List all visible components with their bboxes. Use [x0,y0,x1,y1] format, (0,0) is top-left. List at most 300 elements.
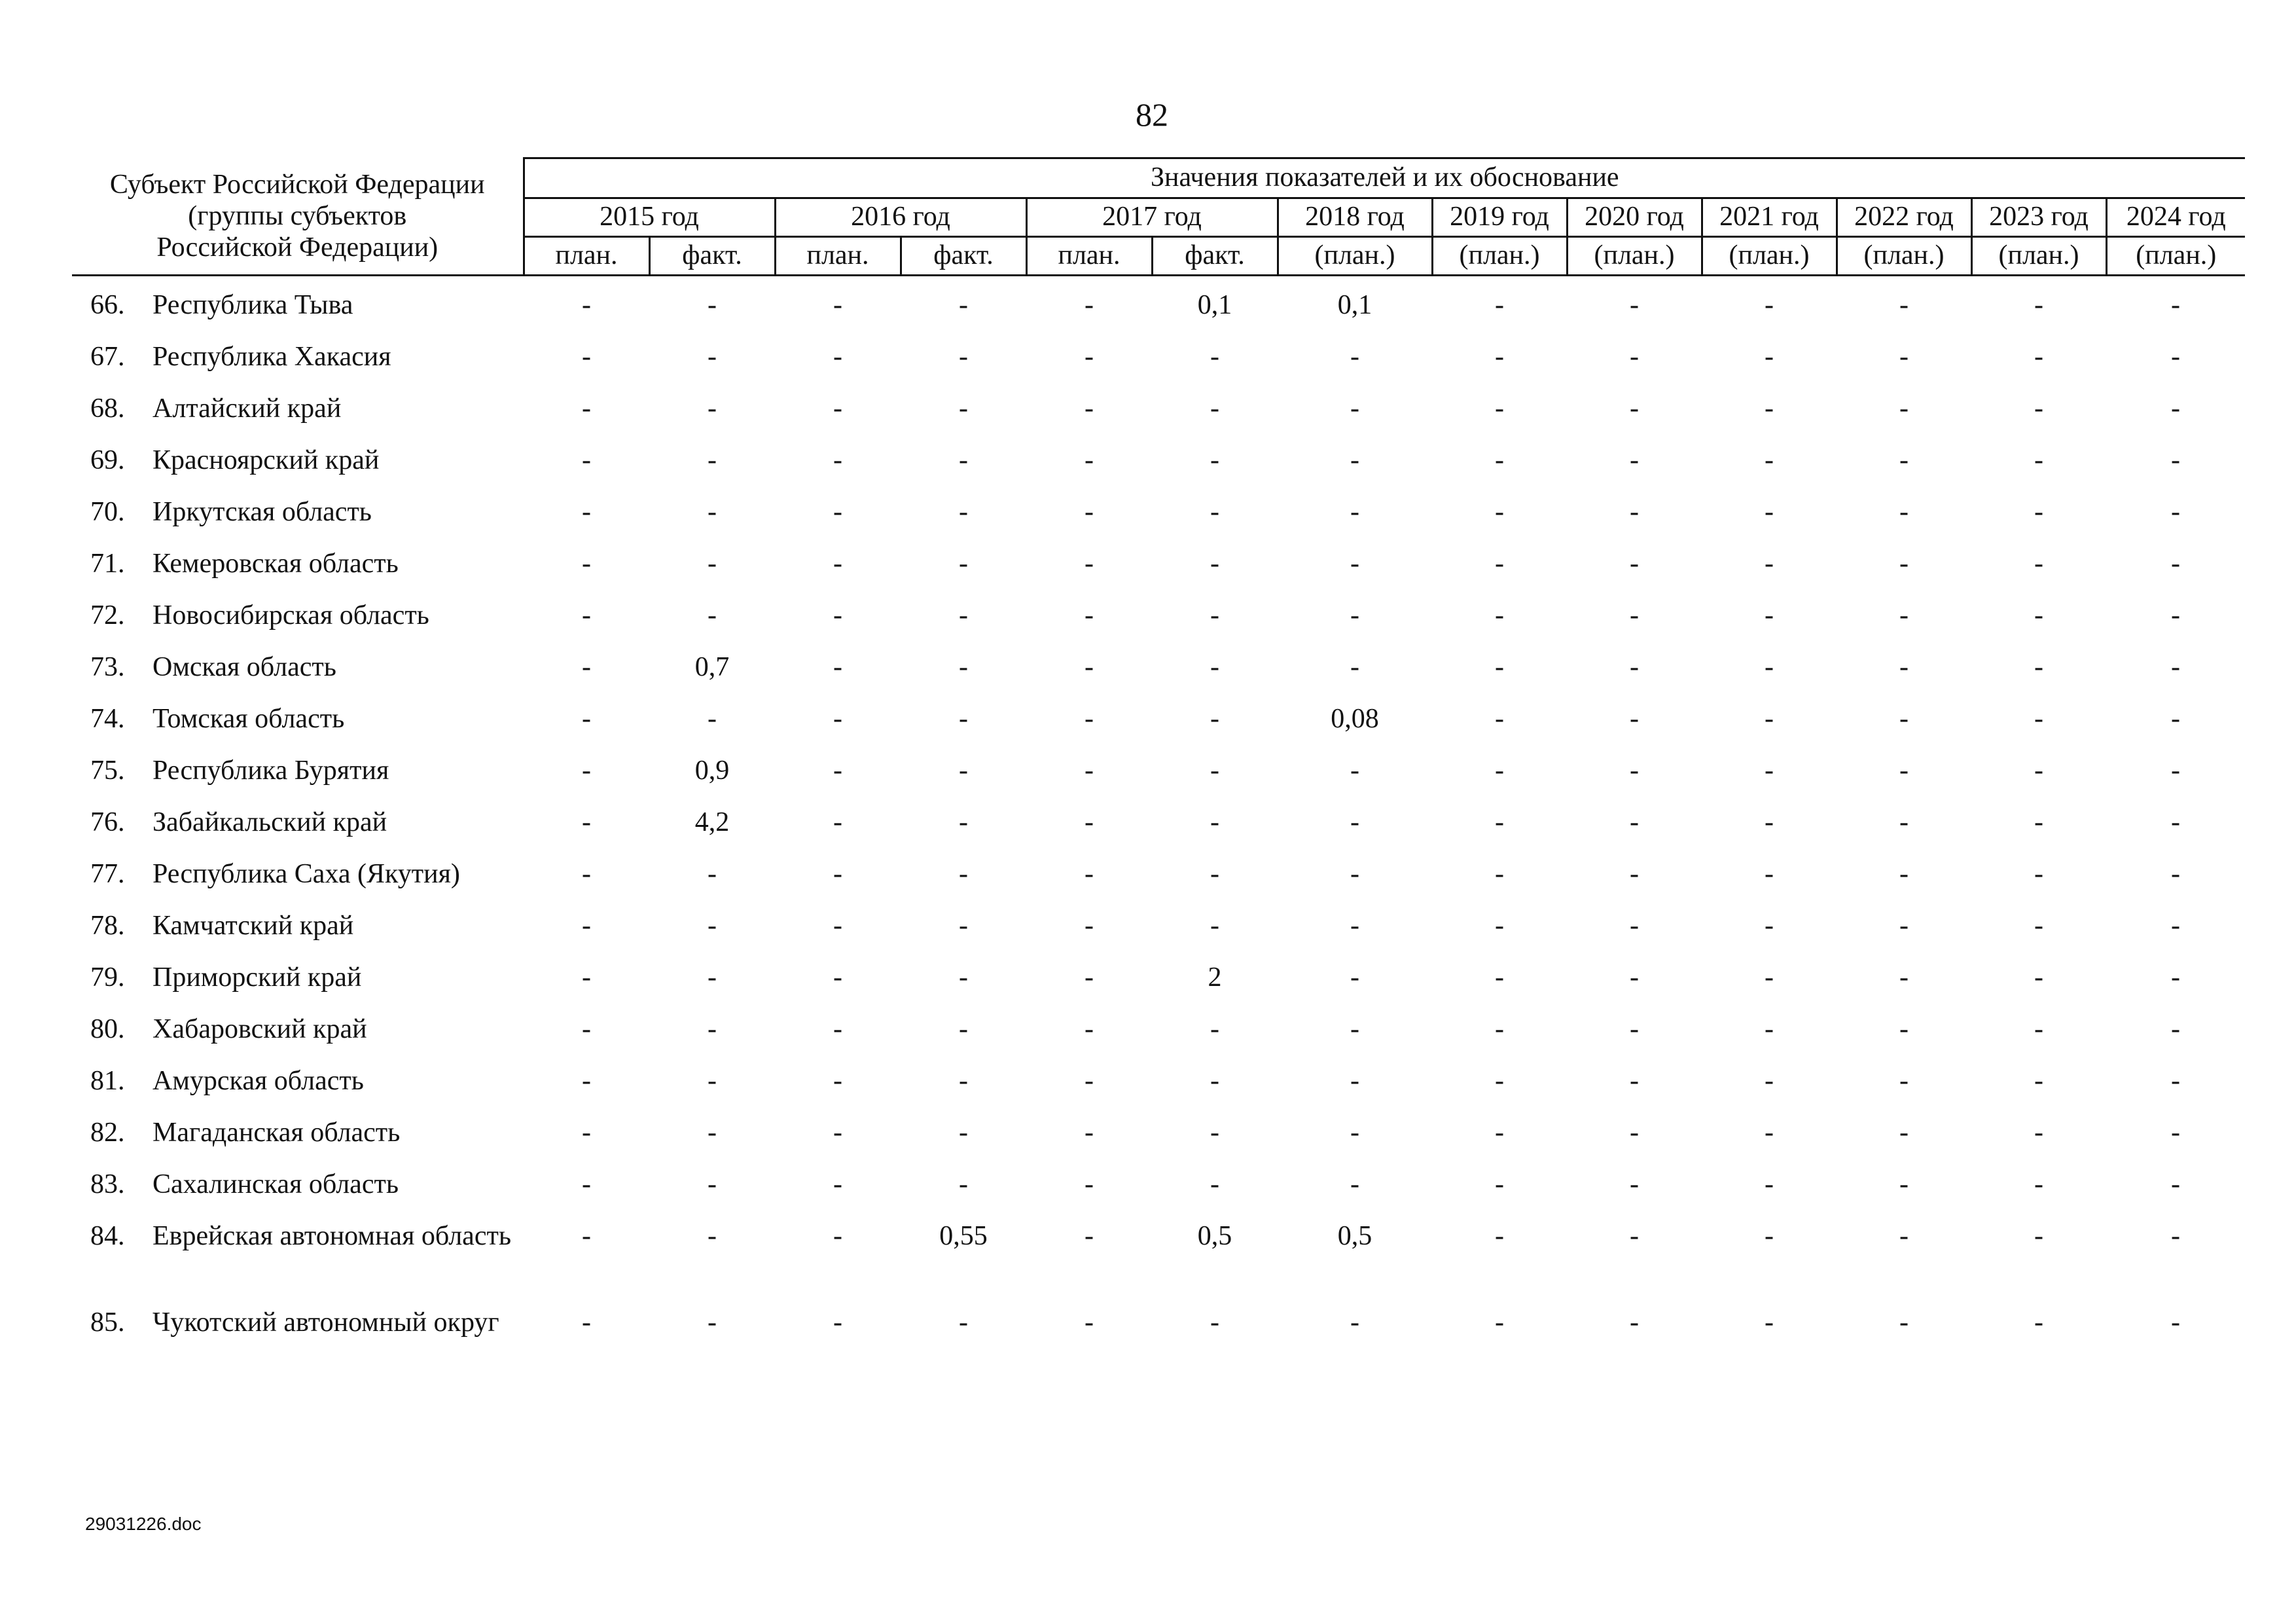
value-cell: - [1210,911,1219,941]
value-cell: - [1350,1066,1359,1096]
value-cell: - [1085,549,1094,579]
value-cell: - [582,393,591,424]
value-cell: - [1899,600,1909,630]
value-cell: - [1899,1014,1909,1044]
document-filename: 29031226.doc [85,1514,202,1534]
value-cell: - [1495,549,1504,579]
value-cell: 0,9 [694,756,730,786]
table-row [72,1064,2245,1116]
year-header: 2017 год [1026,198,1278,237]
value-cell: - [1085,497,1094,527]
value-cell: - [833,497,842,527]
plan-header: (план.) [1432,237,1567,276]
value-cell: - [959,859,968,889]
value-cell: - [582,1221,591,1251]
table-row [72,547,2245,598]
value-cell: - [1495,393,1504,424]
value-cell: - [2034,1014,2043,1044]
value-cell: - [1350,911,1359,941]
value-cell: - [1495,1221,1504,1251]
table-body [72,288,2245,1392]
value-cell: - [1630,549,1639,579]
row-number: 81. [90,1066,125,1096]
year-header: 2023 год [1971,198,2106,237]
value-cell: - [833,962,842,993]
value-cell: 0,08 [1331,704,1379,734]
value-cell: - [1210,445,1219,475]
subject-header-line: (группы субъектов [188,201,407,232]
subject-column-header [72,158,524,276]
value-cell: - [959,393,968,424]
value-cell: - [1765,1307,1774,1338]
value-cell: - [2034,393,2043,424]
value-cell: - [2171,652,2180,682]
value-cell: - [1765,807,1774,837]
table-row [72,805,2245,857]
value-cell: - [959,911,968,941]
value-cell: - [1630,652,1639,682]
value-cell: - [833,859,842,889]
value-cell: - [582,962,591,993]
value-cell: - [1350,393,1359,424]
value-cell: - [2034,549,2043,579]
table-row [72,443,2245,495]
row-number: 85. [90,1307,125,1338]
table-row [72,754,2245,805]
value-cell: - [833,1014,842,1044]
value-cell: - [708,704,717,734]
table-row [72,1305,2245,1392]
value-cell: - [708,1118,717,1148]
table-row [72,857,2245,909]
value-cell: - [1495,290,1504,320]
value-cell: - [1495,859,1504,889]
value-cell: - [708,600,717,630]
value-cell: - [1495,807,1504,837]
value-cell: - [959,807,968,837]
value-cell: - [1210,393,1219,424]
value-cell: - [2034,962,2043,993]
values-header: Значения показателей и их обоснование [524,158,2245,198]
fact-header: факт. [1152,237,1278,276]
value-cell: - [708,962,717,993]
value-cell: - [2034,342,2043,372]
row-number: 83. [90,1169,125,1199]
value-cell: - [1210,600,1219,630]
value-cell: - [582,497,591,527]
table-row [72,340,2245,392]
value-cell: - [959,962,968,993]
value-cell: - [1085,962,1094,993]
value-cell: - [2171,497,2180,527]
plan-header: план. [1026,237,1152,276]
value-cell: - [833,290,842,320]
subject-name: Омская область [152,652,336,682]
value-cell: - [959,1169,968,1199]
value-cell: - [959,497,968,527]
subject-name: Еврейская автономная область [152,1221,511,1251]
value-cell: - [2171,1066,2180,1096]
value-cell: - [1495,756,1504,786]
subject-name: Томская область [152,704,345,734]
value-cell: - [708,1221,717,1251]
value-cell: - [2171,1221,2180,1251]
row-number: 68. [90,393,125,424]
value-cell: - [582,1014,591,1044]
value-cell: - [959,1307,968,1338]
subject-name: Чукотский автономный округ [152,1307,499,1338]
plan-header: (план.) [1837,237,1971,276]
year-header: 2019 год [1432,198,1567,237]
value-cell: - [1765,393,1774,424]
value-cell: - [1765,342,1774,372]
subject-name: Сахалинская область [152,1169,399,1199]
value-cell: - [1350,756,1359,786]
value-cell: - [1899,756,1909,786]
value-cell: - [833,807,842,837]
value-cell: - [1085,1014,1094,1044]
page-number: 82 [1136,96,1168,133]
value-cell: - [1210,1066,1219,1096]
value-cell: - [1210,652,1219,682]
value-cell: - [708,342,717,372]
value-cell: - [1899,342,1909,372]
value-cell: - [708,290,717,320]
value-cell: - [708,445,717,475]
subject-name: Камчатский край [152,911,354,941]
value-cell: - [1210,1118,1219,1148]
value-cell: - [2171,911,2180,941]
value-cell: - [1085,290,1094,320]
value-cell: - [1495,962,1504,993]
row-number: 78. [90,911,125,941]
value-cell: - [1630,342,1639,372]
value-cell: - [833,756,842,786]
value-cell: - [1210,1169,1219,1199]
plan-header: план. [524,237,649,276]
value-cell: - [2034,1169,2043,1199]
value-cell: 0,5 [1337,1221,1372,1251]
value-cell: - [1899,807,1909,837]
row-number: 82. [90,1118,125,1148]
subject-name: Республика Бурятия [152,756,389,786]
value-cell: - [1899,652,1909,682]
value-cell: - [1495,911,1504,941]
row-number: 73. [90,652,125,682]
value-cell: - [1630,859,1639,889]
value-cell: - [2034,807,2043,837]
value-cell: - [1899,549,1909,579]
value-cell: - [1630,962,1639,993]
value-cell: - [1899,1169,1909,1199]
value-cell: - [1085,756,1094,786]
value-cell: - [833,704,842,734]
value-cell: - [708,1066,717,1096]
row-number: 79. [90,962,125,993]
value-cell: - [1899,445,1909,475]
value-cell: - [1495,704,1504,734]
row-number: 67. [90,342,125,372]
value-cell: - [1210,859,1219,889]
value-cell: 0,5 [1197,1221,1232,1251]
value-cell: - [1085,342,1094,372]
value-cell: - [708,497,717,527]
value-cell: - [833,911,842,941]
value-cell: - [1210,704,1219,734]
value-cell: - [1899,393,1909,424]
value-cell: - [833,1066,842,1096]
value-cell: - [1350,962,1359,993]
value-cell: - [2171,1169,2180,1199]
value-cell: - [959,549,968,579]
value-cell: - [708,911,717,941]
value-cell: - [1350,652,1359,682]
value-cell: - [1350,600,1359,630]
value-cell: - [1350,1169,1359,1199]
subject-name: Амурская область [152,1066,364,1096]
value-cell: - [1085,652,1094,682]
value-cell: - [582,652,591,682]
value-cell: - [1630,1066,1639,1096]
value-cell: - [959,342,968,372]
value-cell: - [2171,445,2180,475]
value-cell: - [2171,756,2180,786]
value-cell: - [959,1066,968,1096]
value-cell: - [833,1118,842,1148]
value-cell: - [1350,1014,1359,1044]
value-cell: - [1899,290,1909,320]
value-cell: - [582,756,591,786]
value-cell: 2 [1208,962,1222,993]
value-cell: - [2034,911,2043,941]
value-cell: - [833,342,842,372]
value-cell: - [1085,859,1094,889]
value-cell: - [1495,1014,1504,1044]
value-cell: 0,7 [694,652,730,682]
value-cell: - [1085,911,1094,941]
year-header: 2024 год [2106,198,2245,237]
value-cell: - [833,445,842,475]
value-cell: - [1630,1118,1639,1148]
value-cell: - [2034,1307,2043,1338]
row-number: 70. [90,497,125,527]
subject-name: Республика Саха (Якутия) [152,859,460,889]
value-cell: - [833,600,842,630]
value-cell: - [2171,1118,2180,1148]
value-cell: 4,2 [694,807,730,837]
value-cell: - [708,549,717,579]
value-cell: - [1210,497,1219,527]
value-cell: - [2034,290,2043,320]
value-cell: - [1210,756,1219,786]
value-cell: - [1210,342,1219,372]
subject-name: Хабаровский край [152,1014,367,1044]
table-row [72,1219,2245,1305]
table-row [72,1116,2245,1167]
value-cell: 0,55 [939,1221,988,1251]
table-row [72,650,2245,702]
value-cell: 0,1 [1337,290,1372,320]
fact-header: факт. [649,237,775,276]
value-cell: - [1765,704,1774,734]
value-cell: - [1765,1169,1774,1199]
row-number: 72. [90,600,125,630]
value-cell: - [1899,859,1909,889]
value-cell: - [833,652,842,682]
subject-name: Кемеровская область [152,549,399,579]
value-cell: - [1350,445,1359,475]
value-cell: - [959,290,968,320]
value-cell: - [1495,652,1504,682]
value-cell: - [959,445,968,475]
value-cell: - [1630,756,1639,786]
value-cell: - [959,756,968,786]
year-header: 2015 год [524,198,775,237]
value-cell: - [1765,911,1774,941]
subject-name: Магаданская область [152,1118,401,1148]
value-cell: - [582,1118,591,1148]
value-cell: - [1765,1118,1774,1148]
value-cell: - [1085,1307,1094,1338]
value-cell: - [1350,1118,1359,1148]
row-number: 84. [90,1221,125,1251]
value-cell: - [1765,1221,1774,1251]
value-cell: - [1495,445,1504,475]
value-cell: - [1085,393,1094,424]
value-cell: - [1630,1221,1639,1251]
value-cell: - [1765,859,1774,889]
value-cell: - [1899,1221,1909,1251]
value-cell: - [2171,1307,2180,1338]
value-cell: - [1899,704,1909,734]
value-cell: - [2034,704,2043,734]
value-cell: - [582,1066,591,1096]
value-cell: - [1210,1307,1219,1338]
value-cell: - [1765,445,1774,475]
value-cell: - [1210,807,1219,837]
value-cell: - [1899,1307,1909,1338]
value-cell: - [2034,652,2043,682]
subject-name: Красноярский край [152,445,380,475]
value-cell: - [2171,704,2180,734]
value-cell: - [1350,807,1359,837]
subject-name: Республика Тыва [152,290,353,320]
year-header: 2020 год [1567,198,1702,237]
row-number: 77. [90,859,125,889]
value-cell: - [1899,1118,1909,1148]
value-cell: - [1899,911,1909,941]
value-cell: - [582,1169,591,1199]
value-cell: - [582,704,591,734]
value-cell: - [959,652,968,682]
row-number: 69. [90,445,125,475]
value-cell: - [833,1307,842,1338]
table-row [72,909,2245,960]
year-header: 2016 год [775,198,1026,237]
value-cell: - [1630,445,1639,475]
value-cell: - [1899,497,1909,527]
row-number: 75. [90,756,125,786]
value-cell: - [1495,1066,1504,1096]
value-cell: - [1085,1066,1094,1096]
value-cell: - [1765,497,1774,527]
value-cell: - [959,600,968,630]
value-cell: - [833,393,842,424]
value-cell: - [582,911,591,941]
value-cell: - [1495,1307,1504,1338]
table-row [72,598,2245,650]
year-header: 2022 год [1837,198,1971,237]
value-cell: - [1085,704,1094,734]
value-cell: - [582,549,591,579]
value-cell: - [833,1169,842,1199]
row-number: 76. [90,807,125,837]
value-cell: - [1350,549,1359,579]
table-row [72,960,2245,1012]
value-cell: - [708,1307,717,1338]
value-cell: - [708,393,717,424]
value-cell: - [2171,859,2180,889]
value-cell: - [1630,497,1639,527]
value-cell: - [1630,290,1639,320]
value-cell: - [582,600,591,630]
value-cell: - [1765,290,1774,320]
value-cell: - [2171,1014,2180,1044]
value-cell: - [1765,549,1774,579]
value-cell: - [2034,859,2043,889]
value-cell: - [1630,1307,1639,1338]
value-cell: - [1085,1118,1094,1148]
value-cell: - [2171,962,2180,993]
value-cell: 0,1 [1197,290,1232,320]
table-row [72,392,2245,443]
subject-name: Республика Хакасия [152,342,391,372]
year-header: 2018 год [1278,198,1432,237]
value-cell: - [1495,1169,1504,1199]
value-cell: - [959,1014,968,1044]
value-cell: - [1495,497,1504,527]
value-cell: - [2171,600,2180,630]
value-cell: - [2034,1066,2043,1096]
value-cell: - [708,1169,717,1199]
value-cell: - [1085,1169,1094,1199]
row-number: 66. [90,290,125,320]
value-cell: - [959,704,968,734]
value-cell: - [1630,393,1639,424]
table-row [72,1012,2245,1064]
plan-header: (план.) [1278,237,1432,276]
year-header: 2021 год [1702,198,1837,237]
value-cell: - [1765,1066,1774,1096]
value-cell: - [1210,1014,1219,1044]
subject-name: Забайкальский край [152,807,387,837]
value-cell: - [833,549,842,579]
plan-header: план. [775,237,901,276]
value-cell: - [582,342,591,372]
table-row [72,1167,2245,1219]
value-cell: - [1765,1014,1774,1044]
value-cell: - [582,1307,591,1338]
subject-header-line: Субъект Российской Федерации [109,169,485,200]
table-header [72,157,2245,276]
value-cell: - [1350,1307,1359,1338]
value-cell: - [2034,1118,2043,1148]
subject-name: Приморский край [152,962,362,993]
value-cell: - [1899,962,1909,993]
value-cell: - [1765,962,1774,993]
value-cell: - [1350,342,1359,372]
subject-name: Новосибирская область [152,600,429,630]
